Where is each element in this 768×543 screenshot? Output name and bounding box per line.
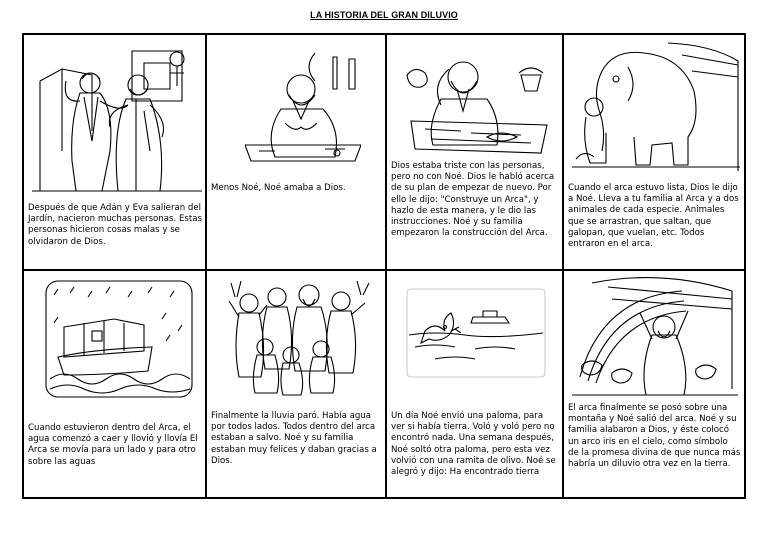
panel-6-text: Finalmente la lluvia paró. Había agua por todos lados. Todos dentro del arca estaban a salvo. Noé y su familia estaban muy felices y daban gracias a Dios. (211, 411, 377, 466)
panel-1-text: Después de que Adán y Eva salieran del Jardín, nacieron muchas personas. Estas personas hicieron cosas malas y se olvidaron de Dios. (28, 203, 202, 247)
people-arguing-illustration (32, 41, 202, 199)
panel-8-text: El arca finalmente se posó sobre una montaña y Noé salió del arca. Noé y su familia alabaron a Dios, y éste colocó un arco iris en el cielo, como símbolo de la promesa divina de que nunca más habría un diluvio otra vez en la tierra. (568, 403, 741, 470)
panel-8 (564, 271, 744, 497)
animals-entering-ark-illustration (572, 41, 740, 173)
noe-reading-plans-illustration (401, 45, 551, 157)
panel-4-text: Cuando el arca estuvo lista, Dios le dijo a Noé. Lleva a tu familia al Arca y a dos animales de cada especie. Animales que se arrastran, que saltan, que galopan, que vuelan, etc. Todos entraron en el arca. (568, 183, 739, 250)
panel-5 (24, 271, 207, 497)
page-title: LA HISTORIA DEL GRAN DILUVIO (310, 10, 458, 20)
family-celebrating-illustration (225, 277, 373, 397)
noe-praying-illustration (245, 49, 361, 167)
panel-2-text: Menos Noé, Noé amaba a Dios. (211, 183, 346, 193)
panel-7 (387, 271, 564, 497)
panel-3-text: Dios estaba triste con las personas, pero no con Noé. Dios le habló acerca de su plan de empezar de nuevo. Por ello le dijo: "Construye un Arca", y hazlo de esta manera, y le dio las instrucciones. Noé y su familia empezaron la construcción del Arca. (391, 161, 555, 239)
panel-5-text: Cuando estuvieron dentro del Arca, el agua comenzó a caer y llovió y llovía El Arca se movía para un lado y para otro sobre las aguas (28, 423, 198, 467)
dove-over-water-illustration (405, 287, 547, 379)
panel-7-text: Un día Noé envió una paloma, para ver si había tierra. Voló y voló pero no encontró nada. Una semana después, Noé soltó otra paloma, pero esta vez volvió con una ramita de olivo. Noé se alegró y dijo: Ha encontrado tierra (391, 411, 556, 478)
story-grid (22, 33, 746, 499)
panel-6 (207, 271, 387, 497)
ark-in-rain-illustration (44, 279, 194, 399)
panel-3 (387, 35, 564, 271)
panel-4 (564, 35, 744, 271)
rainbow-and-ark-illustration (572, 277, 738, 399)
panel-2 (207, 35, 387, 271)
panel-1 (24, 35, 207, 271)
